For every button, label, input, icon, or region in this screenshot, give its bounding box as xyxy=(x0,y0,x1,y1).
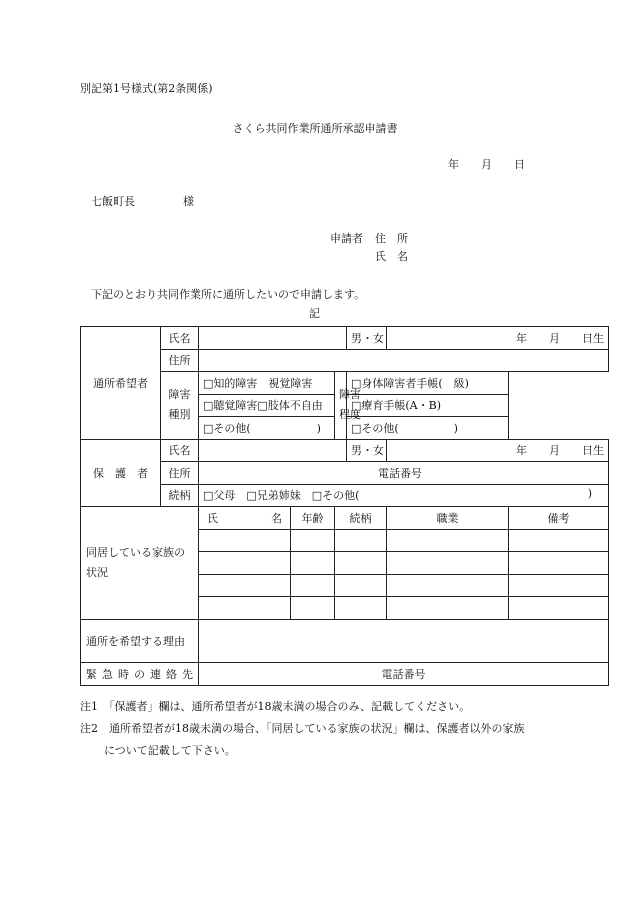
note-1: 注1 「保護者」欄は、通所希望者が18歳未満の場合のみ、記載してください。 xyxy=(80,700,471,713)
family-header-remarks: 備考 xyxy=(509,507,609,530)
guardian-relation-label: 続柄 xyxy=(161,484,199,507)
family-header-age: 年齢 xyxy=(291,507,335,530)
disability-degree-option-3[interactable]: □その他( ) xyxy=(347,417,509,440)
reason-label: 通所を希望する理由 xyxy=(81,619,199,662)
application-form-table xyxy=(80,326,609,686)
disability-type-label: 障害 種別 xyxy=(161,372,199,440)
disability-type-option-1[interactable]: □知的障害 視覚障害 xyxy=(199,372,335,395)
family-header-name: 氏 名 xyxy=(199,507,291,530)
notes xyxy=(80,696,525,762)
intro-text: 下記のとおり共同作業所に通所したいので申請します。 xyxy=(91,288,366,301)
note-2-continued: について記載して下さい。 xyxy=(104,744,236,757)
guardian-name-field[interactable] xyxy=(199,439,347,462)
applicant-name-field[interactable] xyxy=(199,327,347,350)
form-number: 別記第1号様式(第2条関係) xyxy=(80,82,213,95)
applicant-address-label: 住所 xyxy=(161,349,199,372)
guardian-address-label: 住所 xyxy=(161,462,199,485)
emergency-contact-label: 緊急時の連絡先 xyxy=(81,662,199,685)
addressee: 七飯町長 xyxy=(91,195,135,208)
guardian-relation-options[interactable]: □父母 □兄弟姉妹 □その他( ) xyxy=(199,484,609,507)
application-date: 年 月 日 xyxy=(448,158,525,171)
guardian-name-label: 氏名 xyxy=(161,439,199,462)
disability-degree-option-1[interactable]: □身体障害者手帳( 級) xyxy=(347,372,509,395)
reason-field[interactable] xyxy=(199,619,609,662)
family-header-relation: 続柄 xyxy=(335,507,387,530)
ki-label: 記 xyxy=(309,307,320,320)
applicant-label: 申請者 xyxy=(330,232,363,245)
applicant-address-field[interactable] xyxy=(199,349,609,372)
disability-degree-label: 障害 程度 xyxy=(335,372,347,440)
family-section-label: 同居している家族の状況 xyxy=(81,507,199,620)
guardian-birthdate[interactable]: 年 月 日生 xyxy=(387,439,609,462)
applicant-name-label: 氏 名 xyxy=(375,250,408,263)
guardian-section-label: 保 護 者 xyxy=(81,439,161,507)
family-header-occupation: 職業 xyxy=(387,507,509,530)
guardian-sex[interactable]: 男・女 xyxy=(347,439,387,462)
disability-degree-option-2[interactable]: □療育手帳(A・B) xyxy=(347,394,509,417)
disability-type-option-3[interactable]: □その他( ) xyxy=(199,417,335,440)
guardian-phone-label: 電話番号 xyxy=(378,466,422,480)
applicant-section-label: 通所希望者 xyxy=(81,327,161,440)
page-title: さくら共同作業所通所承認申請書 xyxy=(232,122,398,135)
applicant-sex[interactable]: 男・女 xyxy=(347,327,387,350)
applicant-address-label: 住 所 xyxy=(375,232,408,245)
emergency-phone-label: 電話番号 xyxy=(381,667,426,681)
note-2: 注2 通所希望者が18歳未満の場合、「同居している家族の状況」欄は、保護者以外の家族 xyxy=(80,722,525,735)
applicant-birthdate[interactable]: 年 月 日生 xyxy=(387,327,609,350)
emergency-contact-field[interactable] xyxy=(199,662,609,685)
applicant-name-label: 氏名 xyxy=(161,327,199,350)
addressee-suffix: 様 xyxy=(183,195,194,208)
guardian-address-field[interactable] xyxy=(199,462,609,485)
disability-type-option-2[interactable]: □聴覚障害□肢体不自由 xyxy=(199,394,335,417)
